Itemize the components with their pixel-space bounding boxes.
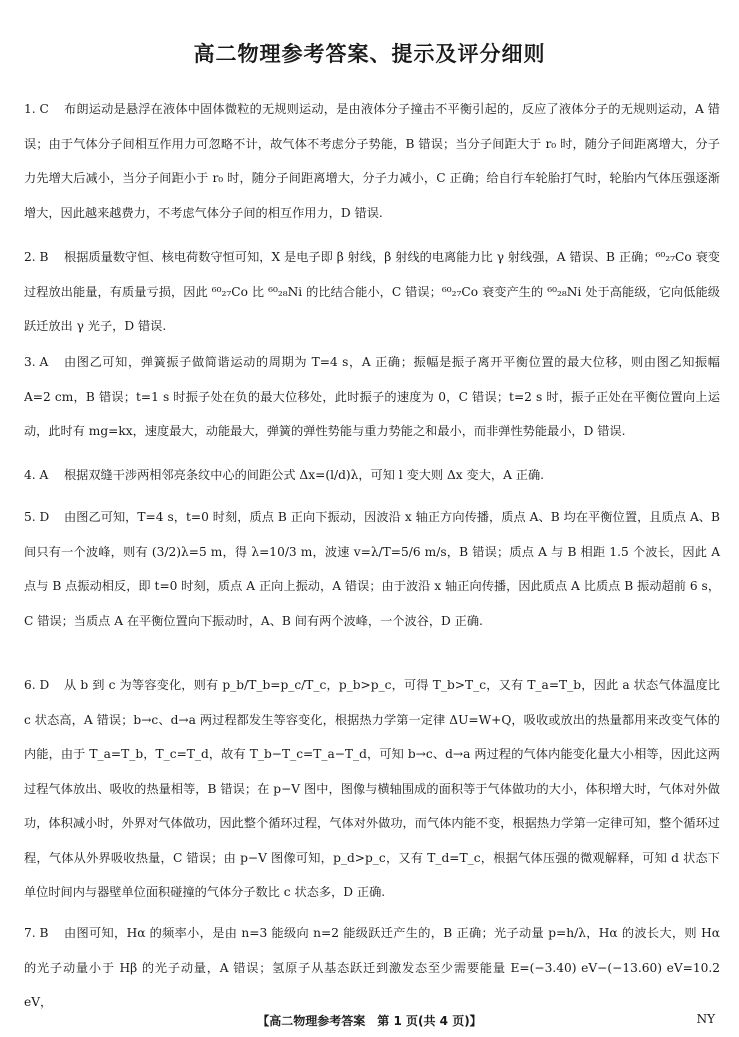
answer-explanation: 由图乙可知，T=4 s，t=0 时刻，质点 B 正向下振动，因波沿 x 轴正方向传播，质点 A、B 均在平衡位置，且质点 A、B 间只有一个波峰，则有 (3/2)λ=5 m，得 λ=10/3 m，波速 v=λ/T=5/6 m/s，B 错误；质点 A 与 B 相距 1.5 个波长，因此 A 点与 B 点振动相反，即 t=0 时刻，质点 A 正向上振动，A 错误；由于波沿 x 轴正向传播，因此质点 A 比质点 B 振动超前 6 s，C 错误；当质点 A 在平衡位置向下振动时，A、B 间有两个波峰，一个波谷，D 正确.: [24, 510, 721, 628]
answer-number: 3. A: [24, 355, 49, 369]
question-3: [24, 345, 720, 449]
answer-number: 2. B: [24, 250, 49, 264]
page-title: 高二物理参考答案、提示及评分细则: [193, 42, 546, 66]
question-1: [24, 92, 720, 230]
answer-explanation: 布朗运动是悬浮在液体中固体微粒的无规则运动，是由液体分子撞击不平衡引起的，反应了液体分子的无规则运动，A 错误；由于气体分子间相互作用力可忽略不计，故气体不考虑分子势能，B 错误；当分子间距大于 r₀ 时，随分子间距离增大，分子力先增大后减小，当分子间距小于 r₀ 时，随分子间距离增大，分子力减小，C 正确；给自行车轮胎打气时，轮胎内气体压强逐渐增大，因此越来越费力，不考虑气体分子间的相互作用力，D 错误.: [24, 102, 720, 220]
footer-code: NY: [696, 1012, 715, 1026]
answer-explanation: 根据双缝干涉两相邻亮条纹中心的间距公式 Δx=(l/d)λ，可知 l 变大则 Δx 变大，A 正确.: [64, 468, 545, 482]
footer-page-info: 【高二物理参考答案 第 1 页(共 4 页)】: [257, 1014, 482, 1028]
answer-explanation: 由图乙可知，弹簧振子做简谐运动的周期为 T=4 s，A 正确；振幅是振子离开平衡位置的最大位移，则由图乙知振幅 A=2 cm，B 错误；t=1 s 时振子处在负的最大位移处，此时振子的速度为 0，C 错误；t=2 s 时，振子正处在平衡位置向上运动，此时有 mg=kx，速度最大，动能最大，弹簧的弹性势能与重力势能之和最小，而非弹性势能最小，D 错误.: [24, 355, 720, 438]
question-4: [24, 458, 720, 493]
question-7: [24, 916, 720, 1020]
answer-number: 4. A: [24, 468, 49, 482]
answer-number: 6. D: [24, 678, 50, 692]
question-5: [24, 500, 720, 638]
answer-explanation: 从 b 到 c 为等容变化，则有 p_b/T_b=p_c/T_c，p_b>p_c，可得 T_b>T_c，又有 T_a=T_b，因此 a 状态气体温度比 c 状态高，A 错误；b→c、d→a 两过程都发生等容变化，根据热力学第一定律 ΔU=W+Q，吸收或放出的热量都用来改变气体的内能，由于 T_a=T_b，T_c=T_d，故有 T_b−T_c=T_a−T_d，可知 b→c、d→a 两过程的气体内能变化量大小相等，因此这两过程气体放出、吸收的热量相等，B 错误；在 p−V 图中，图像与横轴围成的面积等于气体做功的大小，体积增大时，气体对外做功，体积减小时，外界对气体做功，因此整个循环过程，气体对外做功，而气体内能不变，根据热力学第一定律可知，整个循环过程，气体从外界吸收热量，C 错误；由 p−V 图像可知，p_d>p_c，又有 T_d=T_c，根据气体压强的微观解释，可知 d 状态下单位时间内与器壁单位面积碰撞的气体分子数比 c 状态多，D 正确.: [24, 678, 720, 899]
answer-explanation: 根据质量数守恒、核电荷数守恒可知，X 是电子即 β 射线，β 射线的电离能力比 γ 射线强，A 错误、B 正确；⁶⁰₂₇Co 衰变过程放出能量，有质量亏损，因此 ⁶⁰₂₇Co 比 ⁶⁰₂₈Ni 的比结合能小，C 错误；⁶⁰₂₇Co 衰变产生的 ⁶⁰₂₈Ni 处于高能级，它向低能级跃迁放出 γ 光子，D 错误.: [24, 250, 720, 333]
question-2: [24, 240, 720, 344]
answer-number: 1. C: [24, 102, 49, 116]
answer-explanation: 由图可知，Hα 的频率小，是由 n=3 能级向 n=2 能级跃迁产生的，B 正确；光子动量 p=h/λ，Hα 的波长大，则 Hα 的光子动量小于 Hβ 的光子动量，A 错误；氢原子从基态跃迁到激发态至少需要能量 E=(−3.40) eV−(−13.60) eV=10.2 eV，: [24, 926, 720, 1009]
question-6: [24, 668, 720, 910]
answer-number: 5. D: [24, 510, 50, 524]
answer-number: 7. B: [24, 926, 49, 940]
